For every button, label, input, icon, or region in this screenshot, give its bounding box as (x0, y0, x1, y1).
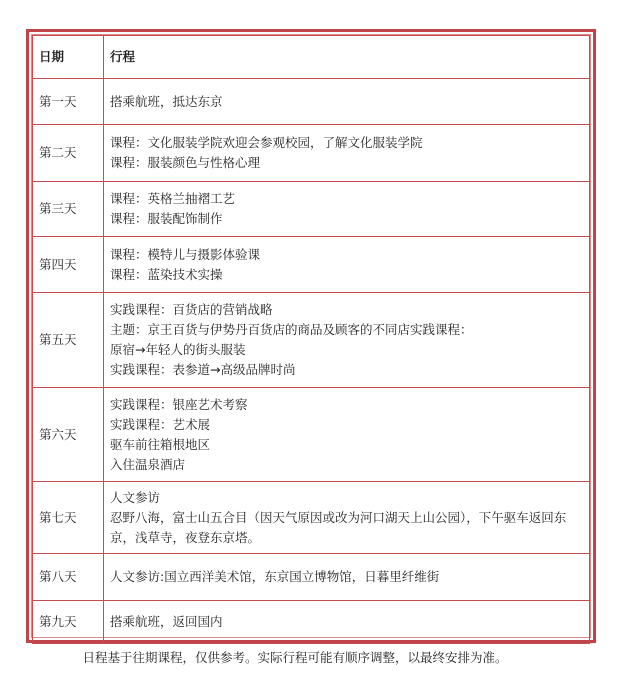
itinerary-line: 课程：蓝染技术实操 (110, 266, 223, 282)
itinerary-cell (104, 601, 590, 644)
itinerary-line: 人文参访 (110, 489, 161, 505)
itinerary-cell (104, 237, 590, 293)
itinerary-line: 搭乘航班，抵达东京 (110, 93, 223, 109)
itinerary-table (32, 35, 590, 644)
day-cell: 第七天 (33, 482, 104, 554)
day-cell: 第三天 (33, 182, 104, 237)
itinerary-cell (104, 293, 590, 388)
table-row (33, 554, 590, 601)
day-cell: 第九天 (33, 601, 104, 644)
itinerary-line: 驱车前往箱根地区 (110, 436, 211, 452)
itinerary-frame-inner (31, 34, 591, 638)
itinerary-cell (104, 182, 590, 237)
table-row (33, 601, 590, 644)
itinerary-line: 课程：英格兰抽褶工艺 (110, 191, 236, 206)
itinerary-line: 实践课程：表参道→高级品牌时尚 (110, 362, 296, 377)
itinerary-line: 课程：服装颜色与性格心理 (110, 155, 261, 170)
itinerary-line: 实践课程：百货店的营销战略 (110, 302, 273, 317)
itinerary-frame (26, 29, 596, 643)
itinerary-line: 实践课程：银座艺术考察 (110, 396, 248, 412)
itinerary-line: 主题：京王百货与伊势丹百货店的商品及顾客的不同店实践课程： (110, 322, 473, 337)
itinerary-cell (104, 554, 590, 601)
table-row (33, 293, 590, 388)
table-row (33, 388, 590, 482)
itinerary-line: 课程：模特儿与摄影体验课 (110, 246, 261, 262)
itinerary-line: 原宿→年轻人的街头服装 (110, 342, 246, 357)
day-cell: 第八天 (33, 554, 104, 601)
itinerary-cell (104, 482, 590, 554)
itinerary-line: 课程：文化服装学院欢迎会参观校园，了解文化服装学院 (110, 135, 423, 150)
footnote: 日程基于往期课程，仅供参考。实际行程可能有顺序调整，以最终安排为准。 (82, 650, 508, 665)
day-cell: 第四天 (33, 237, 104, 293)
header-date: 日期 (33, 36, 104, 79)
header-itinerary: 行程 (104, 36, 590, 79)
itinerary-line: 搭乘航班，返回国内 (110, 614, 223, 629)
day-cell: 第六天 (33, 388, 104, 482)
itinerary-cell (104, 388, 590, 482)
table-header-row (33, 36, 590, 79)
itinerary-cell (104, 79, 590, 125)
table-row (33, 125, 590, 182)
day-cell: 第五天 (33, 293, 104, 388)
itinerary-cell (104, 125, 590, 182)
itinerary-line: 人文参访:国立西洋美术馆，东京国立博物馆，日暮里纤维街 (110, 569, 440, 584)
itinerary-line: 课程：服装配饰制作 (110, 211, 223, 226)
day-cell: 第一天 (33, 79, 104, 125)
day-cell: 第二天 (33, 125, 104, 182)
itinerary-line: 忍野八海，富士山五合目（因天气原因或改为河口湖天上山公园），下午驱车返回东京，浅草寺，夜登东京塔。 (110, 509, 567, 545)
itinerary-line: 实践课程：艺术展 (110, 416, 211, 432)
table-row (33, 79, 590, 125)
itinerary-line: 入住温泉酒店 (110, 456, 186, 472)
table-row (33, 182, 590, 237)
table-row (33, 237, 590, 293)
table-row (33, 482, 590, 554)
